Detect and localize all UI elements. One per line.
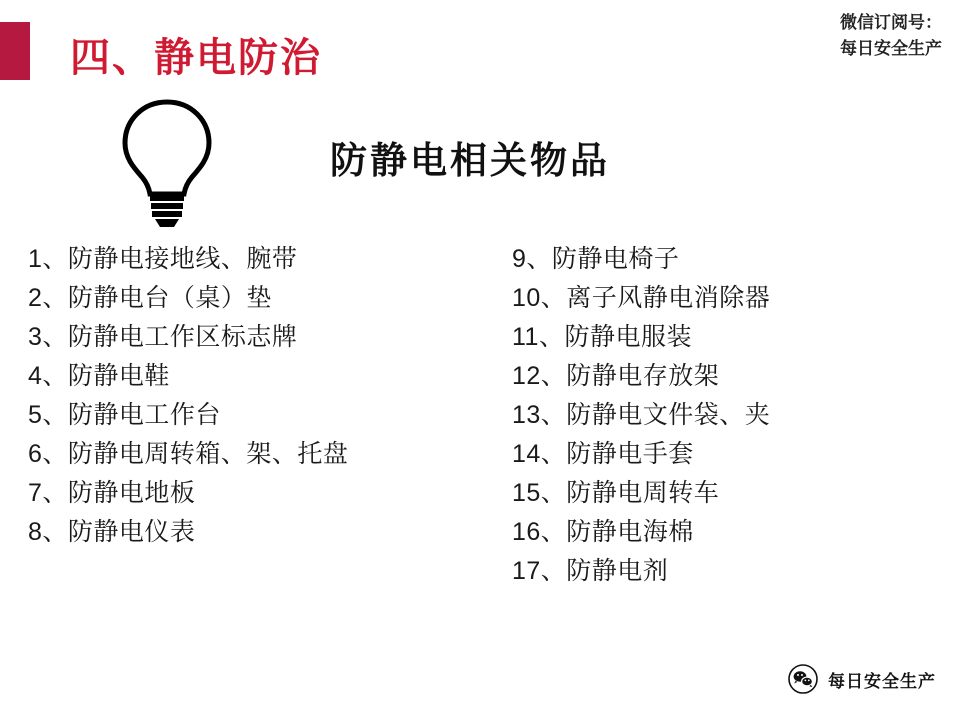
header-accent-bar [0, 22, 30, 80]
page-title: 四、静电防治 [70, 36, 322, 80]
list-item: 1、防静电接地线、腕带 [28, 245, 298, 273]
list-item: 11、防静电服装 [512, 323, 692, 351]
light-bulb-icon [112, 98, 222, 228]
list-item: 15、防静电周转车 [512, 479, 720, 507]
wechat-logo-icon [788, 664, 818, 694]
list-item: 3、防静电工作区标志牌 [28, 323, 298, 351]
list-item: 5、防静电工作台 [28, 401, 221, 429]
list-item: 4、防静电鞋 [28, 362, 170, 390]
list-item: 17、防静电剂 [512, 557, 669, 585]
list-item: 6、防静电周转箱、架、托盘 [28, 440, 349, 468]
list-item: 16、防静电海棉 [512, 518, 694, 546]
list-item: 14、防静电手套 [512, 440, 694, 468]
list-item: 12、防静电存放架 [512, 362, 720, 390]
list-item: 10、离子风静电消除器 [512, 284, 771, 312]
main-heading: 防静电相关物品 [330, 140, 610, 181]
wechat-subscription-id [840, 10, 942, 62]
list-item: 9、防静电椅子 [512, 245, 680, 273]
list-item: 7、防静电地板 [28, 479, 196, 507]
page-header [0, 0, 960, 95]
item-list-right-column [512, 240, 952, 591]
item-list-left-column [28, 240, 498, 552]
list-item: 8、防静电仪表 [28, 518, 196, 546]
footer-watermark [788, 664, 936, 694]
wechat-id-line2: 每日安全生产 [840, 39, 942, 58]
footer-text: 每日安全生产 [828, 671, 936, 691]
list-item: 2、防静电台（桌）垫 [28, 284, 272, 312]
wechat-id-line1: 微信订阅号： [840, 13, 942, 32]
list-item: 13、防静电文件袋、夹 [512, 401, 771, 429]
